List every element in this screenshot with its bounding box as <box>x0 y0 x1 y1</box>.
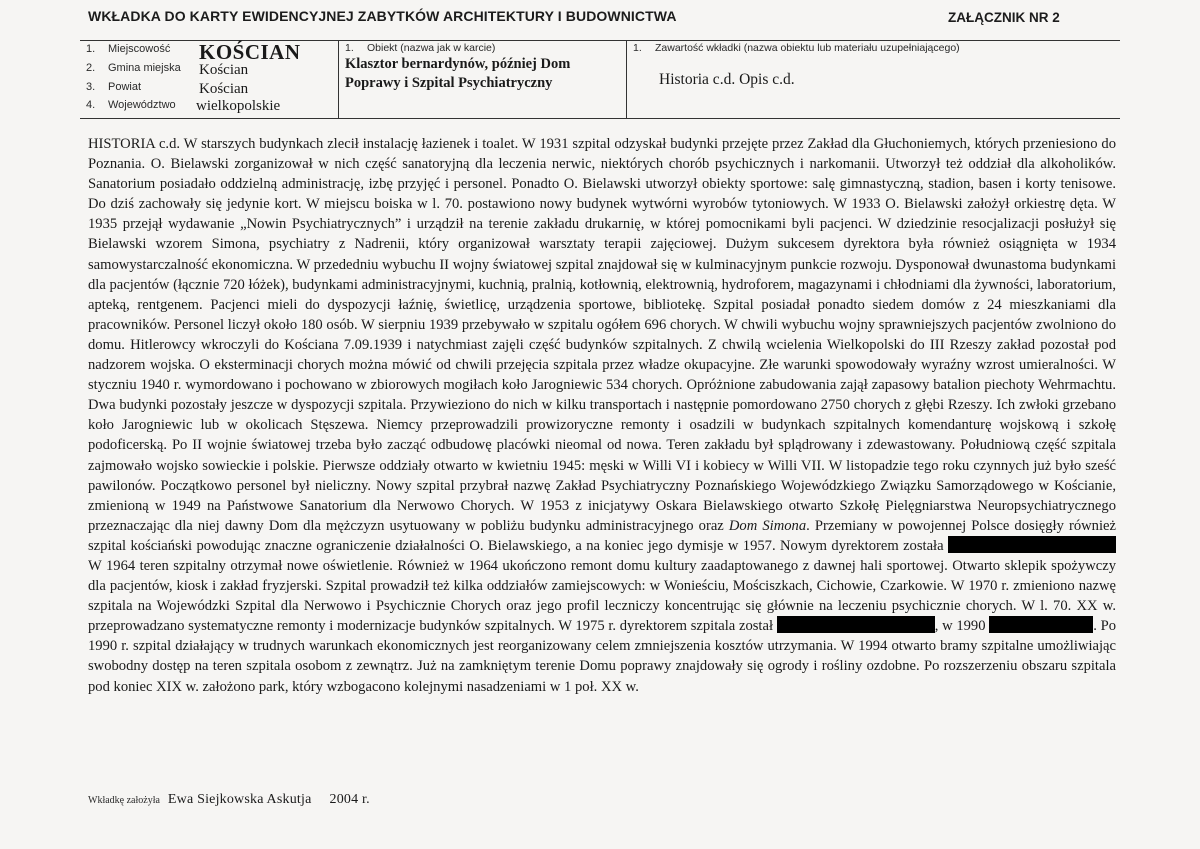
row-number: 4. <box>86 99 96 111</box>
county-value: Kościan <box>199 81 249 97</box>
field-label: Miejscowość <box>108 43 171 55</box>
history-paragraph-part: . Przemiany w powojennej Polsce dosięgły również szpital kościański powodując znaczne ograniczenie działalności O. Bielawskiego, a na koniec jego dymisje w 1957. Nowym dyrektorem została <box>88 517 1116 554</box>
row-number: 2. <box>86 62 96 74</box>
footer-label: Wkładkę założyła <box>88 795 160 806</box>
annex-number: ZAŁĄCZNIK NR 2 <box>948 10 1060 25</box>
field-label: Województwo <box>108 99 176 111</box>
redacted-name-block <box>989 616 1093 633</box>
page-title: WKŁADKA DO KARTY EWIDENCYJNEJ ZABYTKÓW ARCHITEKTURY I BUDOWNICTWA <box>88 8 677 24</box>
field-label: Powiat <box>108 81 142 93</box>
year-value: 2004 r. <box>329 792 370 807</box>
location-row-voivodeship <box>86 99 176 117</box>
row-number: 3. <box>86 81 96 93</box>
history-paragraph-part: W 1964 teren szpitalny otrzymał nowe oświetlenie. Również w 1964 ukończono remont domu kultury zaadaptowanego z dawnej hali sportowej. Otwarto sklepik spożywczy dla pacjentów, kiosk i zakład fryzjerski. Szpital prowadził też kilka oddziałów zamiejscowych: w Wonieściu, Mościszkach, Cichowie, Czarkowie. W 1970 r. zmieniono nazwę szpitala na Wojewódzki Szpital dla Nerwowo i Psychicznie Chorych oraz jego profil leczniczy koncentrując się głównie na leczeniu psychicznie chorych. W l. 70. XX w. przeprowadzano systematyczne remonty i modernizacje budynków szpitalnych. W 1975 r. dyrektorem szpitala został <box>88 557 1116 635</box>
history-text <box>88 134 1116 697</box>
row-number: 1. <box>86 43 96 55</box>
location-row-municipality <box>86 62 181 80</box>
contents-value: Historia c.d. Opis c.d. <box>659 71 795 88</box>
location-row-county <box>86 81 141 99</box>
object-name-value: Klasztor bernardynów, później Dom Poprawy i Szpital Psychiatryczny <box>345 56 571 91</box>
row-number: 1. <box>345 42 354 54</box>
object-label <box>345 42 495 54</box>
redacted-name-block <box>948 536 1116 553</box>
italic-building-name: Dom Simona <box>728 517 807 534</box>
field-label: Gmina miejska <box>108 62 181 74</box>
location-row-town <box>86 43 170 61</box>
municipality-value: Kościan <box>199 62 249 78</box>
history-paragraph-part: , w 1990 <box>934 618 990 635</box>
voivodeship-value: wielkopolskie <box>196 98 281 114</box>
field-label: Zawartość wkładki (nazwa obiektu lub materiału uzupełniającego) <box>655 42 960 54</box>
history-paragraph-part: . Po 1990 r. szpital działający w trudnych warunkach ekonomicznych jest reorganizowany celem zmniejszenia kosztów utrzymania. W 1994 otwarto bramy szpitalne umożliwiając swobodny dostęp na teren szpitala osobom z zewnątrz. Już na zamkniętym terenie Domu poprawy znajdowały się ogrody i rośliny ozdobne. Po rozszerzeniu obszaru szpitala pod koniec XIX w. założono park, który wzbogacono kolejnymi nasadzeniami w 1 poł. XX w. <box>88 618 1116 695</box>
history-paragraph-part: HISTORIA c.d. W starszych budynkach zlecił instalację łazienek i toalet. W 1931 szpital odzyskał budynki przejęte przez Zakład dla Głuchoniemych, których przeniesiono do Poznania. O. Bielawski zorganizował w nich część sanatoryjną dla leczenia nerwic, niektórych chorób psychicznych i narkomanii. Utworzył też oddział dla alkoholików. Sanatorium posiadało oddzielną administrację, izbę przyjęć i personel. Ponadto O. Bielawski utworzył obiekty sportowe: salę gimnastyczną, stadion, basen i korty tenisowe. Do dziś zachowały się jedynie kort. W miejscu boiska w l. 70. postawiono nowy budynek wytwórni wyrobów tytoniowych. W 1933 O. Bielawski założył orkiestrę dęta. W 1935 przejął wydawanie „Nowin Psychiatrycznych” i urządził na terenie zakładu drukarnię, w której pomocnikami byli pacjenci. W dziedzinie resocjalizacji posłużył się Bielawski wzorem Simona, psychiatry z Nadrenii, który organizował warsztaty terapii zajęciowej. Dużym sukcesem dyrektora była również osiągnięta w 1934 samowystarczalność ekonomiczna. W przededniu wybuchu II wojny światowej szpital znajdował się w kulminacyjnym punkcie rozwoju. Dysponował dwunastoma budynkami dla pacjentów (łącznie 720 łóżek), budynkami administracyjnymi, kuchnią, pralnią, kotłownią, elektrownią, hydroforem, magazynami i chłodniami dla żywności, laboratorium, apteką, rentgenem. Pacjenci mieli do dyspozycji łaźnię, świetlicę, urządzenia sportowe, bibliotekę. Szpital posiadał ponadto siedem domów z 24 mieszkaniami dla pracowników. Personel liczył około 180 osób. W sierpniu 1939 przebywało w szpitalu ogółem 696 chorych. W chwili wybuchu wojny sprawniejszych pacjentów zwolniono do domu. Hitlerowcy wkroczyli do Kościana 7.09.1939 i natychmiast zajęli część budynków szpitalnych. Z chwilą wcielenia Wielkopolski do III Rzeszy zakład pozostał pod nadzorem wojska. O eksterminacji chorych można mówić od chwili przejęcia szpitala przez władze okupacyjne. Złe warunki spowodowały wyraźny wzrost umieralności. W styczniu 1940 r. wymordowano i pochowano w zbiorowych mogiłach koło Jarogniewic 534 chorych. Opróżnione zabudowania zajął zapasowy batalion piechoty Wehrmachtu. Dwa budynki pozostały jeszcze w dyspozycji szpitala. Przywieziono do nich w kilku transportach i następnie pomordowano 2750 chorych z głębi Rzeszy. Ich zwłoki grzebano koło Jarogniewic lub w okolicach Stęszewa. Niemcy przeprowadzili prowizoryczne remonty i osadzili w budynkach szpitalnych komendanturę wojskową i szkołę podoficerską. Po II wojnie światowej trzeba było zacząć odbudowę placówki nieomal od nowa. Teren zakładu był splądrowany i zdewastowany. Południową część szpitala zajmowało wojsko sowieckie i polskie. Pierwsze oddziały otwarto w kwietniu 1945: męski w Willi VI i kobiecy w Willi VII. W listopadzie tego roku czynnych już było sześć pawilonów. Początkowo personel był nieliczny. Nowy szpital przybrał nazwę Zakład Psychiatryczny Poznańskiego Wojewódzkiego Związku Samorządowego w Kościanie, zmienioną w 1949 na Państwowe Sanatorium dla Nerwowo Chorych. W 1953 z inicjatywy Oskara Bielawskiego otwarto Szkołę Pielęgniarstwa Neuropsychiatrycznego przeznaczając dla niej dawny Dom dla mężczyzn usytuowany w pobliżu budynku administracyjnego oraz <box>88 136 1116 534</box>
object-section <box>339 41 627 118</box>
contents-label <box>633 42 960 54</box>
row-number: 1. <box>633 42 642 54</box>
town-value: KOŚCIAN <box>199 40 301 64</box>
header-table <box>80 40 1120 119</box>
field-label: Obiekt (nazwa jak w karcie) <box>367 42 496 54</box>
contents-section <box>627 41 1120 118</box>
author-name: Ewa Siejkowska Askutja <box>167 792 312 807</box>
redacted-name-block <box>777 616 935 633</box>
location-section <box>80 41 339 118</box>
footer-signature <box>88 792 370 808</box>
